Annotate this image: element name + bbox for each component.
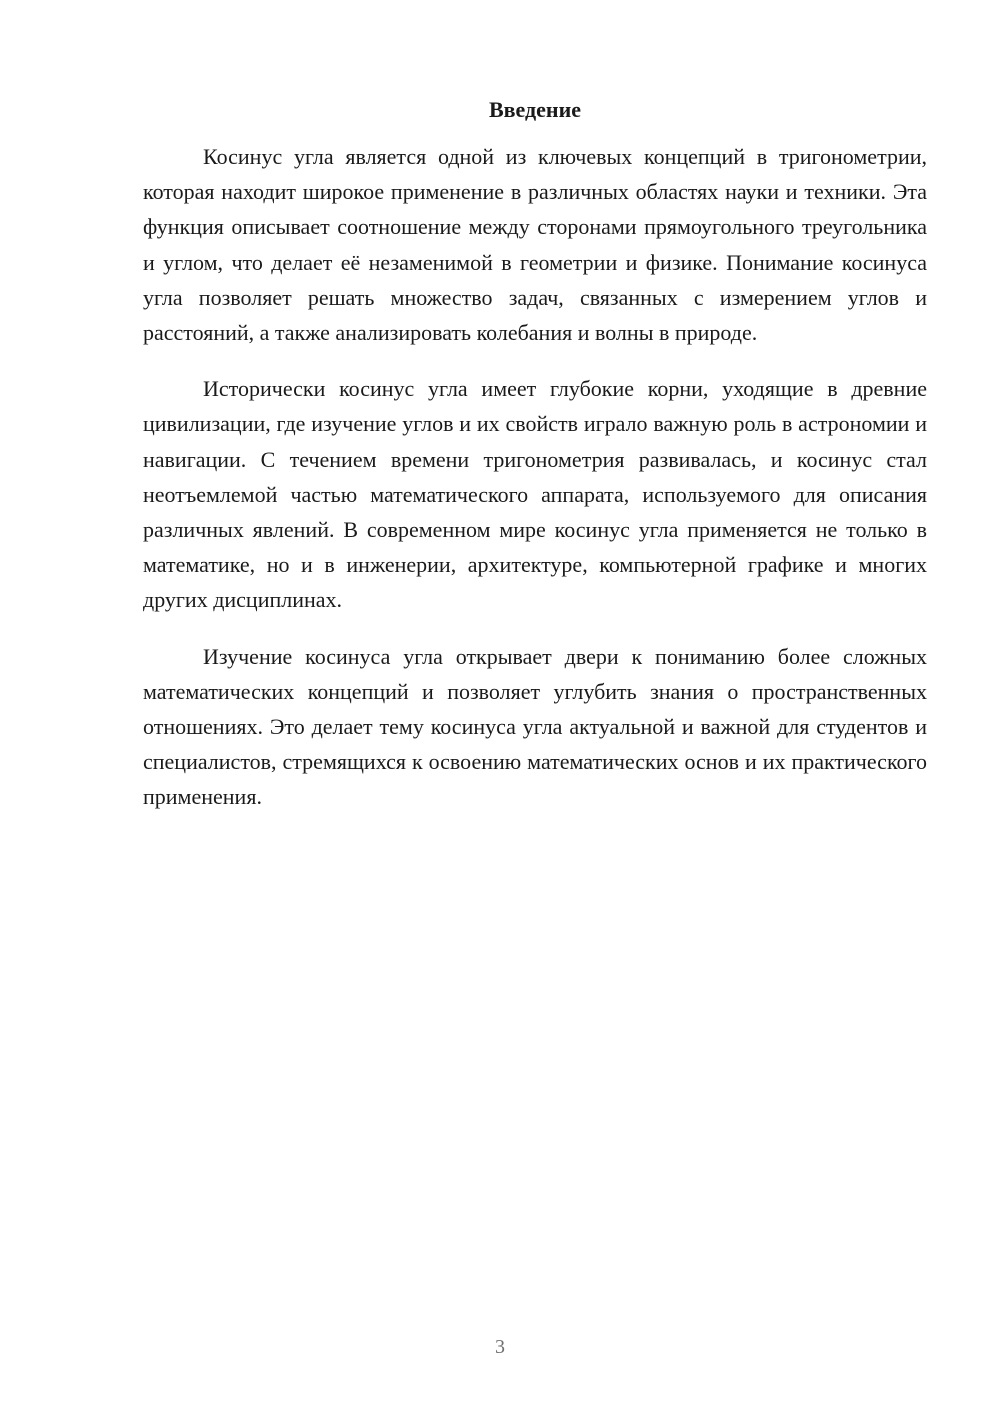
paragraph-1: Косинус угла является одной из ключевых концепций в тригонометрии, которая находит широкое применение в различных областях науки и техники. Эта функция описывает соотношение между сторонами прямоугольного треугольника и углом, что делает её незаменимой в геометрии и физике. Понимание косинуса угла позволяет решать множество задач, связанных с измерением углов и расстояний, а также анализировать колебания и волны в природе. <box>143 144 927 346</box>
page-number: 3 <box>495 1336 505 1358</box>
paragraph-2: Исторически косинус угла имеет глубокие корни, уходящие в древние цивилизации, где изучение углов и их свойств играло важную роль в астрономии и навигации. С течением времени тригонометрия развивалась, и косинус стал неотъемлемой частью математического аппарата, используемого для описания различных явлений. В современном мире косинус угла применяется не только в математике, но и в инженерии, архитектуре, компьютерной графике и многих других дисциплинах. <box>143 376 927 613</box>
section-heading: Введение <box>488 97 582 122</box>
paragraph-3: Изучение косинуса угла открывает двери к пониманию более сложных математических концепций и позволяет углубить знания о пространственных отношениях. Это делает тему косинуса угла актуальной и важной для студентов и специалистов, стремящихся к освоению математических основ и их практического применения. <box>143 643 927 810</box>
page-content <box>143 94 927 836</box>
